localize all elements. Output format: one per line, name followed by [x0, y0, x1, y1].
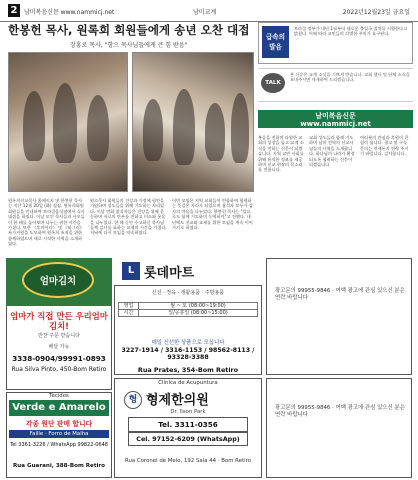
- lotte-mart-slogan: 매일 신선한 상품으로 모십니다: [151, 340, 225, 346]
- article-column: 원록희선교목사 홈페이지 및 한봉헌 목사는 지난 12월 20일 (화) 점심, 원록희회원 회원들을 안내하여 브라질음식점에서 식사 대접을 하였다. 이날 모인 목사들과 사모들이 한 해를 돌아보며 나누는 귀한 시간을 가졌다. 또한 《후마이타》 및 《따그리》 특가지원을 도모하여 원록희 조직을 위한 함께하였으며 새로 시작한 사역을 소개하였다.: [8, 198, 85, 247]
- clinic-logo-icon: 형: [124, 391, 142, 409]
- clinic-label: Clínica de Acupuntura: [158, 380, 218, 386]
- hours-value: 일/공휴일 (08:00~15:00): [168, 310, 228, 317]
- classified-text: 광고문의 99955-9846 · 여백 광고에 관심 있으신 분은 연락 바랍니다: [275, 405, 405, 418]
- sidebar-column: 교회 성도들과 함께 기도하며 남미 전역의 선교사님들의 사역을 소개합니다. 하나님의 나라가 확장되도록 협력하는 신문이 되겠습니다.: [309, 135, 355, 168]
- kimchi-ad-address: Rua Silva Pinto, 450-Bom Retiro: [11, 366, 107, 373]
- article-photo-right: [132, 52, 254, 192]
- issue-date: 2022년12월23일 금요일: [342, 9, 410, 16]
- newspaper-banner-title: 남미복음신문: [315, 112, 356, 120]
- kimchi-ad-sub: 반찬 주문 받습니다: [38, 333, 80, 339]
- publication-name: 남미복음신문 www.nammicj.net: [24, 9, 115, 16]
- article-byline: 장홍로 목사, "함으 목사님들에게 큰 힘 받음": [70, 42, 188, 49]
- talk-bubble-icon: TALK: [261, 73, 285, 93]
- lotte-mart-phones: 3227-1914 / 3316-1153 / 98562-8113 / 93328-3388: [121, 347, 255, 361]
- classified-box: [266, 258, 412, 375]
- clinic-doctor: Dr. Ilson Park: [170, 409, 206, 415]
- tecidos-address: Rua Guarani, 388-Bom Retiro: [12, 463, 106, 469]
- tecidos-contact: Tel 3361-3226 / WhatsApp 99822-0648: [10, 442, 108, 448]
- clinic-address: Rua Coronel de Melo, 192 Sala 44 · Bom Retiro: [124, 458, 251, 464]
- breaking-news-label: 급속의 발음: [262, 26, 289, 58]
- classified-box: [266, 378, 412, 478]
- article-photo-left: [8, 52, 128, 192]
- clinic-tel: Tel. 3311-0356: [128, 417, 248, 432]
- talk-text: 본 신문은 교계 소식을 기쁘게 받습니다. 교회 행사 및 단체 소식을 보내주시면 게재하여 드리겠습니다.: [290, 72, 410, 83]
- article-column: 이번 모임은 지역 교회들이 연합하여 협력하는 뜻깊은 자리가 되었으며 참석자 모두가 감사의 마음을 나누었다. 한봉헌 목사는 "앞으로도 함께 기도하며 동역하자"고 전했다. 내년에도 선교와 교제를 위한 모임을 계속 이어가기로 하였다.: [172, 198, 253, 231]
- clinic-cel: Cel. 97152-6209 (WhatsApp): [128, 432, 248, 446]
- hours-label: 영업: [119, 303, 139, 309]
- sidebar-column: 복음을 전하며 다양한 교회의 성장을 돕고 교계 소식을 전하는 신문이 되겠습니다. 지역 교민 사회를 위해 유익한 정보를 제공하며 선교 현장의 목소리를 전합니다.: [258, 135, 304, 173]
- tecidos-items: Faille · Forro de Malha: [9, 430, 109, 438]
- sidebar-column: 여러분의 관심과 후원이 큰 힘이 됩니다. 광고 및 구독 문의는 언제든지 연락 주시기 바랍니다. 감사합니다.: [360, 135, 409, 157]
- clinic-name: 형제한의원: [146, 393, 209, 408]
- breaking-news-text: 브라질 정부가 내년 1월부터 새로운 출입국 절차를 시행한다고 밝혔다. 이에 따라 교민들의 각별한 주의가 요구된다.: [294, 26, 408, 37]
- tecidos-brand: Verde e Amarelo: [9, 400, 109, 416]
- article-column: 원로목사 회원들의 건강과 가정에 평안을 기원하며 성도들을 위해 기도하는 자리였다. 이날 연회 참석자들은 건강을 위해 운동하며 서로의 안부를 전하고 미소와 웃음을 나누었다. 한 해 동안 수고하신 목사님들께 감사를 표하는 교제의 시간을 가졌다. 저녁에 다시 모임을 약속하였다.: [90, 198, 167, 236]
- lotte-mart-desc: 신선 · 정육 · 생활용품 · 주방용품: [151, 290, 225, 296]
- lotte-mart-address: Rua Prates, 354-Bom Retiro: [137, 366, 239, 374]
- lotte-mart-hours: [118, 302, 258, 317]
- hours-label: 시간: [119, 310, 139, 316]
- kimchi-ad-phone: 3338-0904/99991-0893: [12, 354, 106, 363]
- page-number: 2: [8, 4, 20, 17]
- tecidos-sale: 각종 원단 판매 합니다: [25, 420, 93, 428]
- section-title: 남미교계: [193, 9, 217, 16]
- article-headline: 한봉헌 목사, 원록희 회원들에게 송년 오찬 대접: [8, 23, 250, 37]
- classified-text: 광고문의 99955-9846 · 여백 광고에 관심 있으신 분은 연락 바랍니다: [275, 288, 405, 301]
- hours-value: 월 ~ 토 (08:00~19:00): [170, 303, 226, 309]
- newspaper-banner-url[interactable]: www.nammicj.net: [300, 120, 371, 128]
- tecidos-label: Tecidos: [49, 393, 69, 399]
- lotte-logo-icon: L: [122, 262, 140, 280]
- lotte-mart-name: 롯데마트: [144, 266, 195, 281]
- kimchi-ad-logo: 엄마김치: [22, 262, 94, 298]
- kimchi-ad-headline: 엄마가 직접 만든 우리엄마 김치!: [10, 311, 108, 331]
- kimchi-ad-tagline: 배달 가능: [48, 344, 70, 350]
